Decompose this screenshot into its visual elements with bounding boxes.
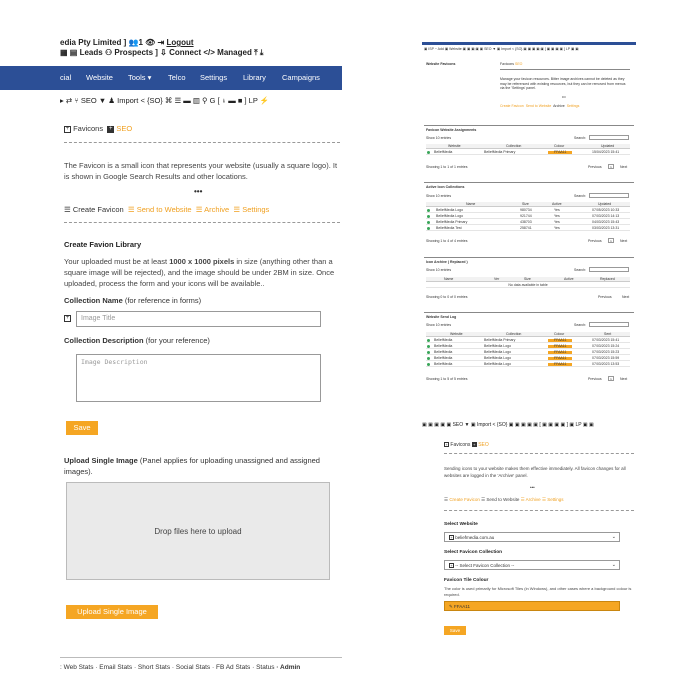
chevron-down-icon: ⌄ <box>611 562 616 568</box>
send-to-website-link[interactable]: Send to Website <box>136 205 192 214</box>
assign-info: Showing 1 to 1 of 1 entries <box>426 165 468 169</box>
status-dot <box>427 363 430 366</box>
list-icon: ☰ <box>520 497 525 502</box>
section-links <box>500 104 579 108</box>
create-favicon-link[interactable]: Create Favicon <box>72 205 124 214</box>
cell-updated: 07/05/2023 10:33 <box>592 208 620 212</box>
divider <box>500 69 630 70</box>
next-link[interactable]: Next <box>620 377 628 381</box>
cell-active: Yes <box>554 214 560 218</box>
tab-seo[interactable]: SEO <box>478 442 489 448</box>
users-icon: 👥 <box>128 38 139 47</box>
image-title-input[interactable]: Image Title <box>76 311 321 327</box>
cell-collection: BeliefMedia Logo <box>484 350 512 354</box>
plus-box-icon: + <box>445 442 448 448</box>
connect-link[interactable]: Connect <box>169 48 202 57</box>
logout-link[interactable]: Logout <box>166 38 194 47</box>
col-size[interactable]: Size <box>524 277 531 281</box>
nav-bar <box>422 42 636 45</box>
tile-colour-value: FFAA11 <box>454 604 470 609</box>
search-label: Search: <box>574 136 587 140</box>
action-links <box>64 205 269 214</box>
leads-icon: ▤ <box>69 48 78 57</box>
settings-link[interactable]: Settings <box>242 205 270 214</box>
tools-bar <box>60 96 269 105</box>
cell-colour: FFAA11 <box>554 350 567 354</box>
upload-title: Upload Single Image <box>64 456 138 465</box>
search-input[interactable] <box>589 322 629 327</box>
website-select-value: beliefmedia.com.au <box>455 535 495 540</box>
divider <box>424 312 634 313</box>
page-button[interactable]: 1 <box>608 238 614 243</box>
show-entries[interactable]: Show 10 entries <box>426 136 452 140</box>
palette-icon: ✎ <box>449 604 453 609</box>
logout-icon: ⇥ <box>157 38 165 47</box>
more-dots[interactable]: ••• <box>194 187 203 196</box>
table-row[interactable] <box>426 214 630 219</box>
tile-colour-input[interactable] <box>444 601 620 611</box>
status-dot <box>427 357 430 360</box>
cell-colour: FFAA11 <box>554 362 567 366</box>
plus-box-filled-icon: + <box>473 442 476 448</box>
plus-box-icon: + <box>65 125 70 132</box>
more-dots[interactable]: ••• <box>562 95 566 99</box>
share-icon[interactable]: < <box>140 96 145 105</box>
footer-email-stats[interactable]: · Email Stats <box>95 664 133 671</box>
cell-sent: 07/03/2023 15:41 <box>592 338 620 342</box>
search-input[interactable] <box>589 135 629 140</box>
cell-collection: BeliefMedia Logo <box>484 356 512 360</box>
send-info: Showing 1 to 5 of 5 entries <box>426 377 468 381</box>
tab-seo[interactable]: SEO <box>116 124 133 133</box>
tile-colour-help: The color is used primarily for Microsoft Tiles (in Windows), and other cases where a background colour is required. <box>444 586 632 597</box>
col-website[interactable]: Website <box>448 144 461 148</box>
collection-select-value: -- Select Favicon Collection -- <box>455 563 515 568</box>
assign-title: Favicon Website Assignments <box>426 128 477 132</box>
cell-website: BeliefMedia <box>434 150 453 154</box>
footer-fb-ad-stats[interactable]: · FB Ad Stats <box>212 664 251 671</box>
filter-icon[interactable]: ▼ <box>98 96 107 105</box>
cell-website: BeliefMedia <box>434 350 453 354</box>
list-icon: ☰ <box>444 497 449 502</box>
prev-link[interactable]: Previous <box>588 239 602 243</box>
upload-heading <box>64 455 340 477</box>
col-active[interactable]: Active <box>564 277 574 281</box>
crm-bar <box>60 48 263 58</box>
cell-collection: BeliefMedia Logo <box>484 362 512 366</box>
table-row[interactable] <box>426 362 630 367</box>
intro-text: Sending icons to your website makes them effective immediately. All favicon changes for all websites are logged in the 'Archive' panel. <box>444 466 626 478</box>
nav-website[interactable]: Website <box>86 73 113 82</box>
prev-link[interactable]: Previous <box>598 295 612 299</box>
cell-size: 438703 <box>520 220 532 224</box>
prev-link[interactable]: Previous <box>588 377 602 381</box>
chevron-down-icon: ⌄ <box>611 534 616 540</box>
mini-tabs <box>500 62 522 66</box>
footer-links <box>60 664 300 671</box>
lp-link[interactable]: LP <box>248 96 258 105</box>
save-button[interactable]: Save <box>444 626 466 635</box>
cell-colour: FFAA11 <box>554 344 567 348</box>
page-button[interactable]: 1 <box>608 376 614 381</box>
download-icon[interactable]: ⤓ <box>259 48 264 57</box>
create-favicon-link[interactable]: Create Favicon <box>449 497 480 502</box>
website-select[interactable] <box>444 532 620 542</box>
archive-link[interactable]: Archive <box>204 205 230 214</box>
list-icon: ☰ <box>481 497 486 502</box>
cell-website: BeliefMedia <box>434 344 453 348</box>
list-icon: ☰ <box>127 205 135 214</box>
col-ver[interactable]: Ver <box>494 277 500 281</box>
plus-box-icon: + <box>450 563 453 569</box>
table-row[interactable] <box>426 338 630 343</box>
nav-library[interactable]: Library <box>243 73 266 82</box>
divider <box>444 453 634 454</box>
cell-colour: FFAA11 <box>554 356 567 360</box>
footer-divider <box>60 657 342 658</box>
status-dot <box>427 339 430 342</box>
active-title: Active Icon Collections <box>426 185 465 189</box>
col-colour[interactable]: Colour <box>554 332 565 336</box>
divider <box>424 182 634 183</box>
cell-size: 921744 <box>520 214 532 218</box>
page-button[interactable]: 1 <box>608 164 614 169</box>
collection-name-hint: (for reference in forms) <box>122 296 202 305</box>
search-label: Search: <box>574 323 587 327</box>
collection-select[interactable] <box>444 560 620 570</box>
tools-icons-mid[interactable]: ⌘ ☰ ▬ ▥ ⚲ G [ ⤓ ▬ ■ ] <box>164 96 247 105</box>
tab-favicons[interactable]: Favicons <box>73 124 104 133</box>
status-dot <box>427 345 430 348</box>
account-bar <box>60 38 194 47</box>
status-dot <box>427 215 430 218</box>
cell-sent: 07/03/2023 15:59 <box>592 356 620 360</box>
create-text-bold: 1000 x 1000 pixels <box>169 257 235 266</box>
list-icon: ☰ <box>195 205 203 214</box>
cell-colour: FFAA11 <box>554 338 567 342</box>
so-link[interactable]: {SO} <box>146 96 163 105</box>
cell-size: 258741 <box>520 226 532 230</box>
nav-tools[interactable]: Tools ▾ <box>128 73 152 82</box>
main-nav <box>0 66 342 90</box>
cell-active: Yes <box>554 226 560 230</box>
table-row[interactable] <box>426 356 630 361</box>
upload-icon[interactable]: ⤒ <box>254 48 258 57</box>
select-collection-label: Select Favicon Collection <box>444 550 503 555</box>
archive-title: Icon Archive ( Replaced ) <box>426 260 468 264</box>
show-entries[interactable]: Show 10 entries <box>426 268 452 272</box>
next-link[interactable]: Next <box>622 295 630 299</box>
cell-collection: BeliefMedia Logo <box>484 344 512 348</box>
plus-box-filled-icon: + <box>109 125 113 132</box>
list-icon: ☰ <box>233 205 241 214</box>
cell-updated: 15/04/2023 15:41 <box>592 150 620 154</box>
send-to-website-link[interactable]: Send to Website <box>486 497 520 502</box>
cell-name: BeliefMedia Logo <box>436 214 464 218</box>
col-replaced[interactable]: Replaced <box>600 277 615 281</box>
cell-website: BeliefMedia <box>434 356 453 360</box>
col-website[interactable]: Website <box>450 332 463 336</box>
mini-toolbar[interactable]: ▣ ▣ ▣ ▣ ▣ SEO ▼ ▣ Import < {SO} ▣ ▣ ▣ ▣ ▣ [ ▣ ▣ ▣ ▣ ] ▣ LP ▣ ▣ <box>422 422 594 428</box>
left-panel <box>0 0 345 700</box>
account-name: edia Pty Limited ] <box>60 38 127 47</box>
cell-size: 980734 <box>520 208 532 212</box>
send-to-website-link[interactable]: Send to Website <box>525 104 552 108</box>
active-info: Showing 1 to 4 of 4 entries <box>426 239 468 243</box>
search-input[interactable] <box>589 267 629 272</box>
cell-active: Yes <box>554 208 560 212</box>
col-colour[interactable]: Colour <box>554 144 565 148</box>
footer-web-stats[interactable]: : Web Stats <box>60 664 94 671</box>
archive-info: Showing 0 to 0 of 0 entries <box>426 295 468 299</box>
nav-campaigns[interactable]: Campaigns <box>282 73 320 82</box>
nav-settings[interactable]: Settings <box>200 73 228 82</box>
next-link[interactable]: Next <box>620 165 628 169</box>
mini-toolbar[interactable]: ▣ ISP ~ Add ▣ Website ▣ ▣ ▣ ▣ ▣ SEO ▼ ▣ Import < {SO} ▣ ▣ ▣ ▣ ▣ [ ▣ ▣ ▣ ▣ ] LP ▣ ▣ <box>424 47 579 51</box>
col-sent[interactable]: Sent <box>604 332 612 336</box>
leads-link[interactable]: Leads <box>79 48 103 57</box>
cell-collection: BeliefMedia Primary <box>484 150 516 154</box>
search-label: Search: <box>574 268 587 272</box>
archive-link[interactable]: Archive <box>553 104 565 108</box>
collection-name-label <box>64 296 201 305</box>
footer-short-stats[interactable]: · Short Stats <box>133 664 171 671</box>
cell-active: Yes <box>554 220 560 224</box>
table-row[interactable] <box>426 350 630 355</box>
cell-name: BeliefMedia Test <box>436 226 462 230</box>
prospects-icon: ⚇ <box>104 48 113 57</box>
save-button[interactable]: Save <box>66 421 98 435</box>
show-entries[interactable]: Show 10 entries <box>426 323 452 327</box>
divider <box>424 125 634 126</box>
collection-name-title: Collection Name <box>64 296 123 305</box>
col-name[interactable]: Name <box>444 277 454 281</box>
create-favicon-link[interactable]: Create Favicon <box>500 104 524 108</box>
settings-link[interactable]: Settings <box>547 497 564 502</box>
col-updated[interactable]: Updated <box>601 144 615 148</box>
managed-link[interactable]: Managed <box>217 48 252 57</box>
col-updated[interactable]: Updated <box>598 202 612 206</box>
cell-website: BeliefMedia <box>434 362 453 366</box>
divider <box>444 510 634 511</box>
table-row[interactable] <box>426 344 630 349</box>
archive-table-head <box>426 277 630 282</box>
create-instructions <box>64 256 340 289</box>
favicon-description: The Favicon is a small icon that represents your website (usually a square logo). It is shown in Google Search Results and other locations. <box>64 161 338 181</box>
prospects-link[interactable]: Prospects ] <box>114 48 158 57</box>
col-active[interactable]: Active <box>552 202 562 206</box>
cell-name: BeliefMedia Logo <box>436 208 464 212</box>
tile-colour-label: Favicon Tile Colour <box>444 578 489 583</box>
cell-collection: BeliefMedia Primary <box>484 338 516 342</box>
cell-sent: 07/03/2023 15:24 <box>592 344 620 348</box>
connect-icon: ⇩ <box>160 48 167 57</box>
cell-updated: 04/03/2023 15:43 <box>592 220 620 224</box>
tools-icons-left[interactable]: ▸ ⇄ ⑂ <box>60 96 79 105</box>
divider <box>424 257 634 258</box>
eye-icon: 👁 <box>145 38 156 47</box>
lightning-icon[interactable]: ⚡ <box>259 96 270 105</box>
table-row[interactable] <box>426 208 630 213</box>
table-row[interactable] <box>426 150 630 155</box>
col-size[interactable]: Size <box>522 202 529 206</box>
next-link[interactable]: Next <box>620 239 628 243</box>
nav-telco[interactable]: Telco <box>168 73 186 82</box>
image-description-textarea[interactable]: Image Description <box>76 354 321 402</box>
create-text-post: in size (anything other than a square image will be rejected), and the image should be under 2BM in size. Once uploaded, process the form and your icons will be available.. <box>64 257 335 288</box>
drop-label: Drop files here to upload <box>154 527 242 536</box>
grid-icon: ▦ <box>60 48 68 57</box>
collection-desc-title: Collection Description <box>64 336 144 345</box>
send-table-head <box>426 332 630 337</box>
status-dot <box>427 351 430 354</box>
import-link[interactable]: Import <box>117 96 139 105</box>
list-icon: ☰ <box>541 497 546 502</box>
upload-hint: (Panel applies for uploading unassigned and assigned images). <box>64 456 320 476</box>
code-icon: </> <box>203 48 215 57</box>
footer-social-stats[interactable]: · Social Stats <box>171 664 211 671</box>
collection-desc-hint: (for your reference) <box>143 336 210 345</box>
archive-link[interactable]: Archive <box>525 497 541 502</box>
table-row[interactable] <box>426 220 630 225</box>
table-row[interactable] <box>426 226 630 231</box>
active-table-head <box>426 202 630 207</box>
tab-favicons[interactable]: Favicons <box>500 62 515 66</box>
favicon-tabs <box>64 124 132 133</box>
list-icon: ☰ <box>64 205 71 214</box>
status-dot <box>427 151 430 154</box>
footer-admin[interactable]: · Admin <box>276 664 301 671</box>
collection-desc-label <box>64 336 210 345</box>
select-website-label: Select Website <box>444 522 478 527</box>
send-log-title: Website Send Log <box>426 315 457 319</box>
empty-row: No data available in table <box>426 283 630 288</box>
cell-sent: 07/03/2023 15:23 <box>592 350 620 354</box>
plus-box-icon[interactable]: + <box>65 315 70 321</box>
action-links <box>444 496 564 503</box>
tab-favicons[interactable]: Favicons <box>450 442 471 448</box>
cell-colour: FFAA11 <box>554 150 567 154</box>
mini-tabs <box>444 442 489 448</box>
section-text: Manage your favicon resources. Bitter image archives cannot be deleted as they may be referenced with existing resources, but they can be removed from menus via the 'Settings' panel. <box>500 77 626 90</box>
cell-sent: 07/03/2023 13:53 <box>592 362 620 366</box>
create-heading: Create Favion Library <box>64 240 142 249</box>
footer-status[interactable]: · Status <box>252 664 275 671</box>
cell-website: BeliefMedia <box>434 338 453 342</box>
upload-single-image-button[interactable]: Upload Single Image <box>66 605 158 619</box>
col-collection[interactable]: Collection <box>506 332 522 336</box>
col-name[interactable]: Name <box>466 202 476 206</box>
user-count: 1 <box>138 38 143 47</box>
settings-link[interactable]: Settings <box>566 104 580 108</box>
cell-name: BeliefMedia Primary <box>436 220 468 224</box>
dropzone[interactable] <box>66 482 330 580</box>
search-input[interactable] <box>589 193 629 198</box>
cell-updated: 03/03/2023 13:31 <box>592 226 620 230</box>
tab-seo[interactable]: SEO <box>515 62 523 66</box>
divider <box>64 222 340 223</box>
show-entries[interactable]: Show 10 entries <box>426 194 452 198</box>
assign-table-head <box>426 144 630 149</box>
cell-updated: 07/03/2023 14:13 <box>592 214 620 218</box>
status-dot <box>427 221 430 224</box>
section-title: Website Favicons <box>426 62 456 66</box>
favicon-manager-thumbnail <box>422 42 636 387</box>
nav-social[interactable]: cial <box>60 73 72 82</box>
plus-box-icon: + <box>450 535 453 541</box>
seo-link[interactable]: SEO <box>80 96 97 105</box>
create-text-pre: Your uploaded must be at least <box>64 257 170 266</box>
prev-link[interactable]: Previous <box>588 165 602 169</box>
more-dots[interactable]: ••• <box>530 485 535 490</box>
search-label: Search: <box>574 194 587 198</box>
status-dot <box>427 209 430 212</box>
status-dot <box>427 227 430 230</box>
col-collection[interactable]: Collection <box>506 144 522 148</box>
user-icon[interactable]: ♟ <box>108 96 116 105</box>
send-favicon-thumbnail <box>422 418 636 648</box>
divider <box>64 142 340 143</box>
